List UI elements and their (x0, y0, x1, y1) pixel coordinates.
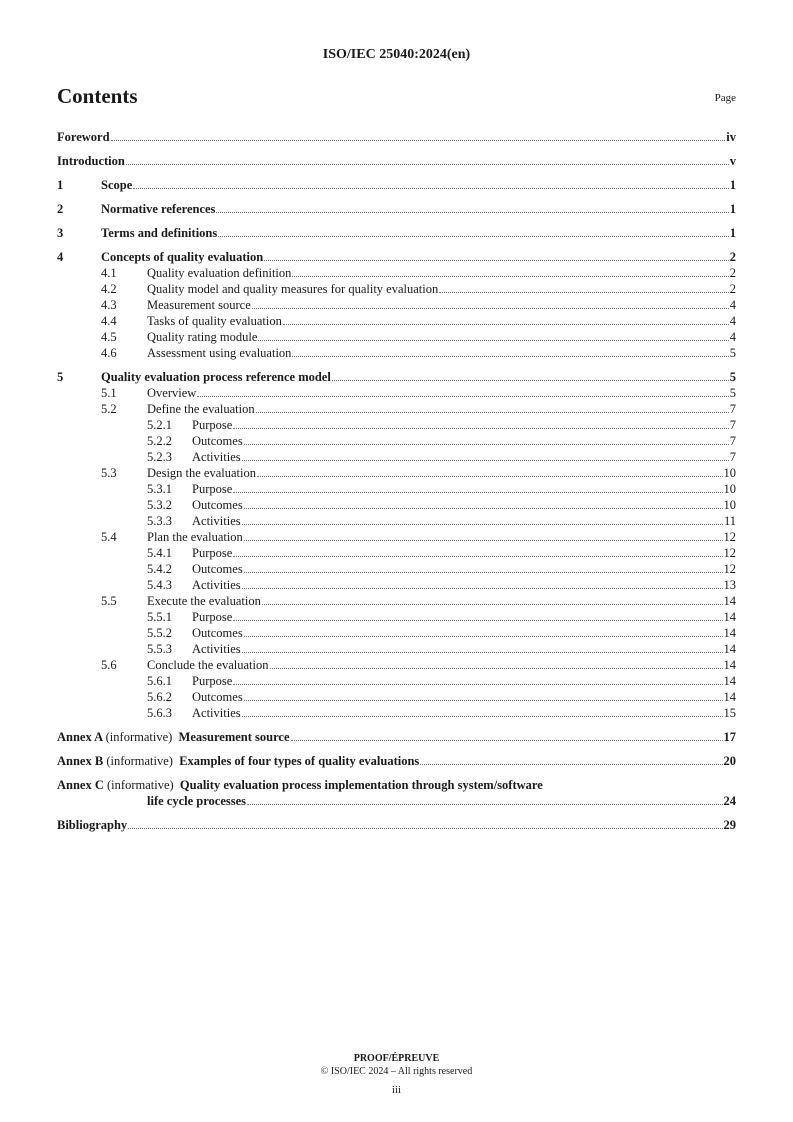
toc-entry[interactable] (57, 657, 736, 673)
toc-entry-title: Quality evaluation process implementation through system/software (179, 778, 543, 792)
toc-entry-page: 7 (729, 450, 736, 464)
toc-entry[interactable] (57, 689, 736, 705)
dot-leader (244, 636, 723, 637)
toc-entry[interactable] (57, 545, 736, 561)
toc-entry-page: 29 (723, 818, 736, 832)
dot-leader (420, 764, 722, 765)
dot-leader (264, 260, 729, 261)
toc-entry-page: 2 (729, 266, 736, 280)
toc-annex-heading (57, 753, 419, 769)
toc-entry-number: 5.5.1 (147, 610, 172, 624)
toc-entry[interactable] (57, 729, 736, 745)
toc-entry-page: 14 (723, 690, 736, 704)
toc-entry[interactable] (57, 497, 736, 513)
toc-entry-number: 5.2.2 (147, 434, 172, 448)
dot-leader (111, 140, 726, 141)
toc-entry-page: 20 (723, 754, 736, 768)
toc-entry-number: 5.3.2 (147, 498, 172, 512)
toc-entry[interactable] (57, 313, 736, 329)
dot-leader (332, 380, 729, 381)
annex-label: Annex A (57, 730, 103, 744)
toc-entry-page: 7 (729, 402, 736, 416)
toc-entry-number: 5.6.2 (147, 690, 172, 704)
toc-entry-number: 4.6 (101, 346, 117, 360)
toc-entry[interactable] (57, 129, 736, 145)
toc-entry[interactable] (57, 705, 736, 721)
table-of-contents (57, 129, 736, 833)
toc-entry-page: 14 (723, 594, 736, 608)
toc-entry-page: 12 (723, 530, 736, 544)
toc-entry[interactable] (57, 297, 736, 313)
toc-entry-number: 4 (57, 250, 64, 264)
toc-entry[interactable] (57, 449, 736, 465)
annex-informative-note: (informative) (107, 778, 174, 792)
dot-leader (233, 556, 722, 557)
page-column-label: Page (714, 92, 736, 104)
dot-leader (292, 356, 728, 357)
toc-entry-number: 5.3.1 (147, 482, 172, 496)
toc-entry-title: Quality rating module (147, 330, 258, 344)
toc-entry-title: Conclude the evaluation (147, 658, 269, 672)
dot-leader (292, 276, 728, 277)
dot-leader (258, 340, 728, 341)
toc-entry-title: Execute the evaluation (147, 594, 261, 608)
toc-entry-title: Measurement source (147, 298, 251, 312)
toc-entry[interactable] (57, 625, 736, 641)
dot-leader (252, 308, 729, 309)
toc-entry-number: 5.1 (101, 386, 117, 400)
toc-entry-title: Purpose (192, 610, 233, 624)
toc-entry-number: 5.5.2 (147, 626, 172, 640)
toc-entry-number: 5 (57, 370, 64, 384)
toc-entry[interactable] (57, 281, 736, 297)
toc-entry-title: Activities (192, 706, 241, 720)
dot-leader (244, 444, 729, 445)
toc-entry-page: v (729, 154, 736, 168)
toc-entry-number: 4.2 (101, 282, 117, 296)
dot-leader (439, 292, 729, 293)
dot-leader (283, 324, 729, 325)
dot-leader (257, 476, 723, 477)
page-title: Contents (57, 84, 138, 108)
annex-informative-note: (informative) (105, 730, 173, 744)
toc-entry-page: 1 (729, 178, 736, 192)
toc-entry[interactable] (57, 249, 736, 265)
toc-entry-title: Activities (192, 514, 241, 528)
dot-leader (133, 188, 729, 189)
toc-entry-number: 1 (57, 178, 64, 192)
toc-entry-title: Overview (147, 386, 197, 400)
toc-entry[interactable] (57, 673, 736, 689)
toc-entry-title: Terms and definitions (101, 226, 218, 240)
toc-entry-title: Quality evaluation process reference model (101, 370, 331, 384)
toc-entry[interactable] (57, 177, 736, 193)
annex-label: Annex C (57, 778, 104, 792)
toc-entry-title: Introduction (57, 154, 125, 168)
toc-entry-page: 10 (723, 466, 736, 480)
toc-entry[interactable] (57, 265, 736, 281)
toc-entry-number: 5.5 (101, 594, 117, 608)
toc-entry-page: 5 (729, 386, 736, 400)
dot-leader (247, 804, 722, 805)
proof-label: PROOF/ÉPREUVE (353, 1053, 440, 1064)
toc-entry-page: 14 (723, 674, 736, 688)
toc-entry-title: Quality evaluation definition (147, 266, 292, 280)
toc-entry-number: 4.4 (101, 314, 117, 328)
toc-entry-number: 4.3 (101, 298, 117, 312)
annex-informative-note: (informative) (106, 754, 173, 768)
toc-entry-title-continued: life cycle processes (147, 794, 247, 808)
dot-leader (233, 620, 722, 621)
dot-leader (126, 164, 729, 165)
dot-leader (256, 412, 729, 413)
toc-entry[interactable] (57, 561, 736, 577)
toc-entry-continuation (57, 793, 736, 809)
toc-entry-title: Measurement source (178, 730, 290, 744)
dot-leader (244, 572, 723, 573)
toc-entry-title: Bibliography (57, 818, 128, 832)
toc-entry[interactable] (57, 465, 736, 481)
toc-entry[interactable] (57, 641, 736, 657)
toc-entry[interactable] (57, 609, 736, 625)
toc-entry[interactable] (57, 593, 736, 609)
toc-entry[interactable] (57, 369, 736, 385)
copyright-notice: © ISO/IEC 2024 – All rights reserved (320, 1066, 473, 1077)
toc-entry-page: 11 (723, 514, 736, 528)
toc-entry-page: 4 (729, 330, 736, 344)
dot-leader (242, 716, 723, 717)
toc-entry-number: 5.4 (101, 530, 117, 544)
toc-entry[interactable] (57, 513, 736, 529)
dot-leader (128, 828, 722, 829)
toc-entry-page: 13 (723, 578, 736, 592)
dot-leader (244, 700, 723, 701)
toc-entry-page: 5 (729, 346, 736, 360)
toc-entry-title: Scope (101, 178, 133, 192)
toc-entry-page: 1 (729, 202, 736, 216)
toc-entry-page: 7 (729, 418, 736, 432)
toc-entry-number: 5.3 (101, 466, 117, 480)
toc-annex-heading (57, 778, 543, 792)
toc-entry-page: 12 (723, 562, 736, 576)
dot-leader (233, 684, 722, 685)
toc-entry-number: 5.4.2 (147, 562, 172, 576)
annex-label: Annex B (57, 754, 104, 768)
toc-entry[interactable] (57, 777, 736, 809)
toc-entry-title: Quality model and quality measures for quality evaluation (147, 282, 439, 296)
toc-entry[interactable] (57, 385, 736, 401)
toc-entry-page: 14 (723, 658, 736, 672)
toc-entry-number: 5.6 (101, 658, 117, 672)
toc-entry-title: Tasks of quality evaluation (147, 314, 282, 328)
toc-entry-page: iv (726, 130, 736, 144)
toc-entry-number: 5.6.3 (147, 706, 172, 720)
dot-leader (242, 652, 723, 653)
toc-entry[interactable] (57, 401, 736, 417)
toc-entry-page: 14 (723, 610, 736, 624)
toc-entry-page: 7 (729, 434, 736, 448)
document-header: ISO/IEC 25040:2024(en) (322, 47, 471, 62)
toc-entry[interactable] (57, 417, 736, 433)
toc-entry-title: Activities (192, 578, 241, 592)
toc-entry-number: 4.5 (101, 330, 117, 344)
toc-entry[interactable] (57, 433, 736, 449)
dot-leader (233, 428, 728, 429)
toc-entry-title: Purpose (192, 482, 233, 496)
toc-entry[interactable] (57, 345, 736, 361)
toc-entry[interactable] (57, 529, 736, 545)
toc-entry-number: 5.5.3 (147, 642, 172, 656)
toc-entry-title: Outcomes (192, 498, 243, 512)
dot-leader (242, 524, 723, 525)
toc-entry-title: Plan the evaluation (147, 530, 243, 544)
toc-entry-title: Design the evaluation (147, 466, 256, 480)
toc-entry-title: Outcomes (192, 626, 243, 640)
toc-entry-page: 2 (729, 282, 736, 296)
toc-entry-number: 4.1 (101, 266, 117, 280)
toc-entry-title: Purpose (192, 418, 233, 432)
toc-entry[interactable] (57, 577, 736, 593)
toc-entry-page: 12 (723, 546, 736, 560)
toc-entry[interactable] (57, 817, 736, 833)
toc-annex-heading (57, 729, 290, 745)
toc-entry-page: 4 (729, 298, 736, 312)
toc-entry-title: Normative references (101, 202, 216, 216)
toc-entry-title: Examples of four types of quality evaluations (179, 754, 420, 768)
toc-entry[interactable] (57, 753, 736, 769)
toc-entry-number: 5.2.1 (147, 418, 172, 432)
dot-leader (242, 460, 729, 461)
toc-entry-page: 14 (723, 642, 736, 656)
toc-entry-page: 15 (723, 706, 736, 720)
toc-entry-page: 14 (723, 626, 736, 640)
toc-entry-page: 4 (729, 314, 736, 328)
toc-entry[interactable] (57, 201, 736, 217)
toc-entry-number: 5.4.1 (147, 546, 172, 560)
toc-entry-page: 24 (723, 794, 736, 808)
toc-entry-title: Activities (192, 450, 241, 464)
dot-leader (197, 396, 728, 397)
dot-leader (244, 508, 723, 509)
toc-entry-title: Outcomes (192, 562, 243, 576)
toc-entry[interactable] (57, 481, 736, 497)
toc-entry-page: 5 (729, 370, 736, 384)
toc-entry-title: Outcomes (192, 690, 243, 704)
toc-entry-title: Define the evaluation (147, 402, 255, 416)
toc-entry-title: Purpose (192, 546, 233, 560)
toc-entry-number: 2 (57, 202, 64, 216)
toc-entry[interactable] (57, 153, 736, 169)
toc-entry-title: Assessment using evaluation (147, 346, 292, 360)
toc-entry-title: Activities (192, 642, 241, 656)
toc-entry-title: Concepts of quality evaluation (101, 250, 264, 264)
toc-entry-page: 10 (723, 498, 736, 512)
toc-entry-number: 5.2.3 (147, 450, 172, 464)
dot-leader (244, 540, 723, 541)
toc-entry-page: 10 (723, 482, 736, 496)
toc-entry-number: 5.4.3 (147, 578, 172, 592)
dot-leader (270, 668, 723, 669)
dot-leader (233, 492, 722, 493)
toc-entry-page: 1 (729, 226, 736, 240)
toc-entry-number: 5.2 (101, 402, 117, 416)
toc-entry-page: 17 (723, 730, 736, 744)
toc-entry-page: 2 (729, 250, 736, 264)
dot-leader (291, 740, 723, 741)
dot-leader (242, 588, 723, 589)
toc-entry-title: Purpose (192, 674, 233, 688)
dot-leader (218, 236, 729, 237)
toc-entry-number: 5.6.1 (147, 674, 172, 688)
dot-leader (262, 604, 723, 605)
toc-entry[interactable] (57, 225, 736, 241)
page-number: iii (391, 1084, 402, 1096)
toc-entry-number: 5.3.3 (147, 514, 172, 528)
toc-entry[interactable] (57, 329, 736, 345)
toc-entry-title: Outcomes (192, 434, 243, 448)
toc-entry-number: 3 (57, 226, 64, 240)
dot-leader (216, 212, 728, 213)
toc-entry-title: Foreword (57, 130, 110, 144)
